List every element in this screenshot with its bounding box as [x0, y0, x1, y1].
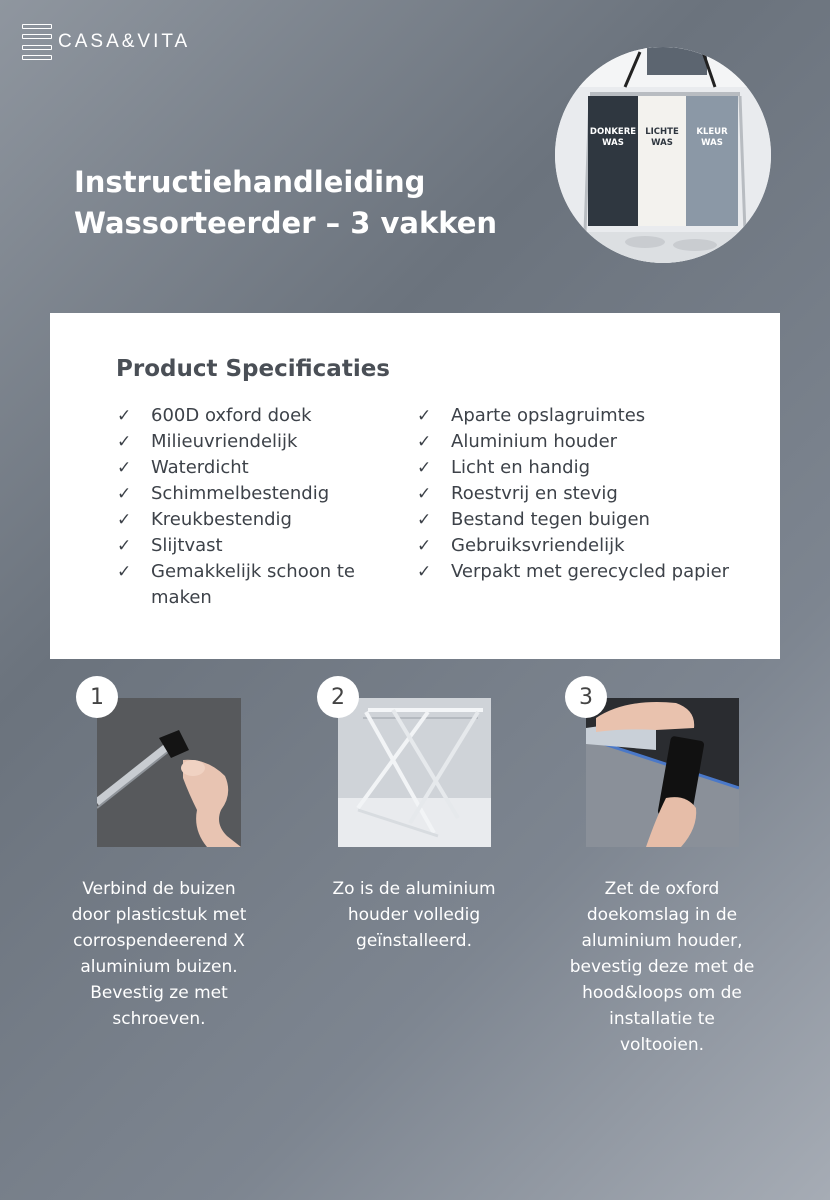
check-icon: ✓	[417, 432, 432, 452]
spec-label: Licht en handig	[451, 457, 591, 478]
brand-logo	[22, 24, 190, 60]
logo-icon	[22, 24, 52, 60]
check-icon: ✓	[417, 562, 432, 582]
product-hero-image	[555, 47, 771, 263]
laundry-sorter-illustration	[555, 47, 771, 263]
aluminium-frame-illustration	[338, 698, 491, 847]
spec-label: Schimmelbestendig	[151, 483, 330, 504]
spec-label: Slijtvast	[151, 535, 223, 556]
step-1-image	[97, 698, 241, 847]
spec-item	[417, 429, 747, 455]
spec-item	[117, 481, 377, 507]
check-icon: ✓	[417, 536, 432, 556]
spec-item	[117, 559, 377, 611]
spec-label: Bestand tegen buigen	[451, 509, 650, 530]
spec-label: Roestvrij en stevig	[451, 483, 618, 504]
check-icon: ✓	[417, 458, 432, 478]
title-line-1: Instructiehandleiding	[74, 165, 426, 199]
spec-item	[117, 533, 377, 559]
check-icon: ✓	[117, 510, 132, 530]
spec-item	[417, 559, 747, 585]
bag-label-3-line1: KLEUR	[696, 127, 728, 137]
spec-label: Aparte opslagruimtes	[451, 405, 646, 426]
check-icon: ✓	[117, 458, 132, 478]
spec-label: Verpakt met gerecycled papier	[451, 561, 730, 582]
check-icon: ✓	[417, 484, 432, 504]
spec-item	[117, 403, 377, 429]
check-icon: ✓	[417, 406, 432, 426]
spec-item	[417, 455, 747, 481]
product-specifications-card	[50, 313, 780, 659]
step-description: Zet de oxford doekomslag in de aluminium houder, bevestig deze met de hood&loops om de installatie te voltooien.	[569, 879, 755, 1055]
spec-label: Aluminium houder	[451, 431, 618, 452]
specs-list-right	[417, 403, 747, 585]
tube-connector-illustration	[97, 698, 241, 847]
bag-label-2-line2: WAS	[651, 138, 673, 148]
step-description: Verbind de buizen door plasticstuk met corrospendeerend X aluminium buizen. Bevestig ze met schroeven.	[71, 879, 247, 1029]
step-number-badge: 3	[565, 676, 607, 718]
fabric-cover-illustration	[586, 698, 739, 847]
spec-label: 600D oxford doek	[151, 405, 312, 426]
spec-label: Gebruiksvriendelijk	[451, 535, 625, 556]
page-title	[74, 162, 497, 244]
check-icon: ✓	[117, 432, 132, 452]
spec-item	[417, 403, 747, 429]
step-number-badge: 2	[317, 676, 359, 718]
bag-label-1-line1: DONKERE	[589, 127, 637, 137]
spec-label: Waterdicht	[151, 457, 249, 478]
spec-item	[417, 533, 747, 559]
bag-label-1-line2: WAS	[602, 138, 624, 148]
brand-name: CASA&VITA	[58, 31, 191, 52]
specs-list-left	[117, 403, 377, 611]
spec-item	[117, 455, 377, 481]
check-icon: ✓	[117, 406, 132, 426]
title-line-2: Wassorteerder – 3 vakken	[74, 206, 498, 240]
check-icon: ✓	[117, 536, 132, 556]
check-icon: ✓	[117, 562, 132, 582]
spec-item	[417, 507, 747, 533]
check-icon: ✓	[117, 484, 132, 504]
check-icon: ✓	[417, 510, 432, 530]
bag-label-2-line1: LICHTE	[645, 127, 679, 137]
spec-item	[417, 481, 747, 507]
step-3-image	[586, 698, 739, 847]
spec-label: Kreukbestendig	[151, 509, 292, 530]
step-number-badge: 1	[76, 676, 118, 718]
step-2-image	[338, 698, 491, 847]
spec-item	[117, 507, 377, 533]
spec-label: Milieuvriendelijk	[151, 431, 298, 452]
bag-label-3-line2: WAS	[701, 138, 723, 148]
specs-title: Product Specificaties	[116, 356, 390, 382]
spec-label: Gemakkelijk schoon te maken	[151, 561, 355, 608]
step-description: Zo is de aluminium houder volledig geïnstalleerd.	[332, 879, 496, 951]
spec-item	[117, 429, 377, 455]
